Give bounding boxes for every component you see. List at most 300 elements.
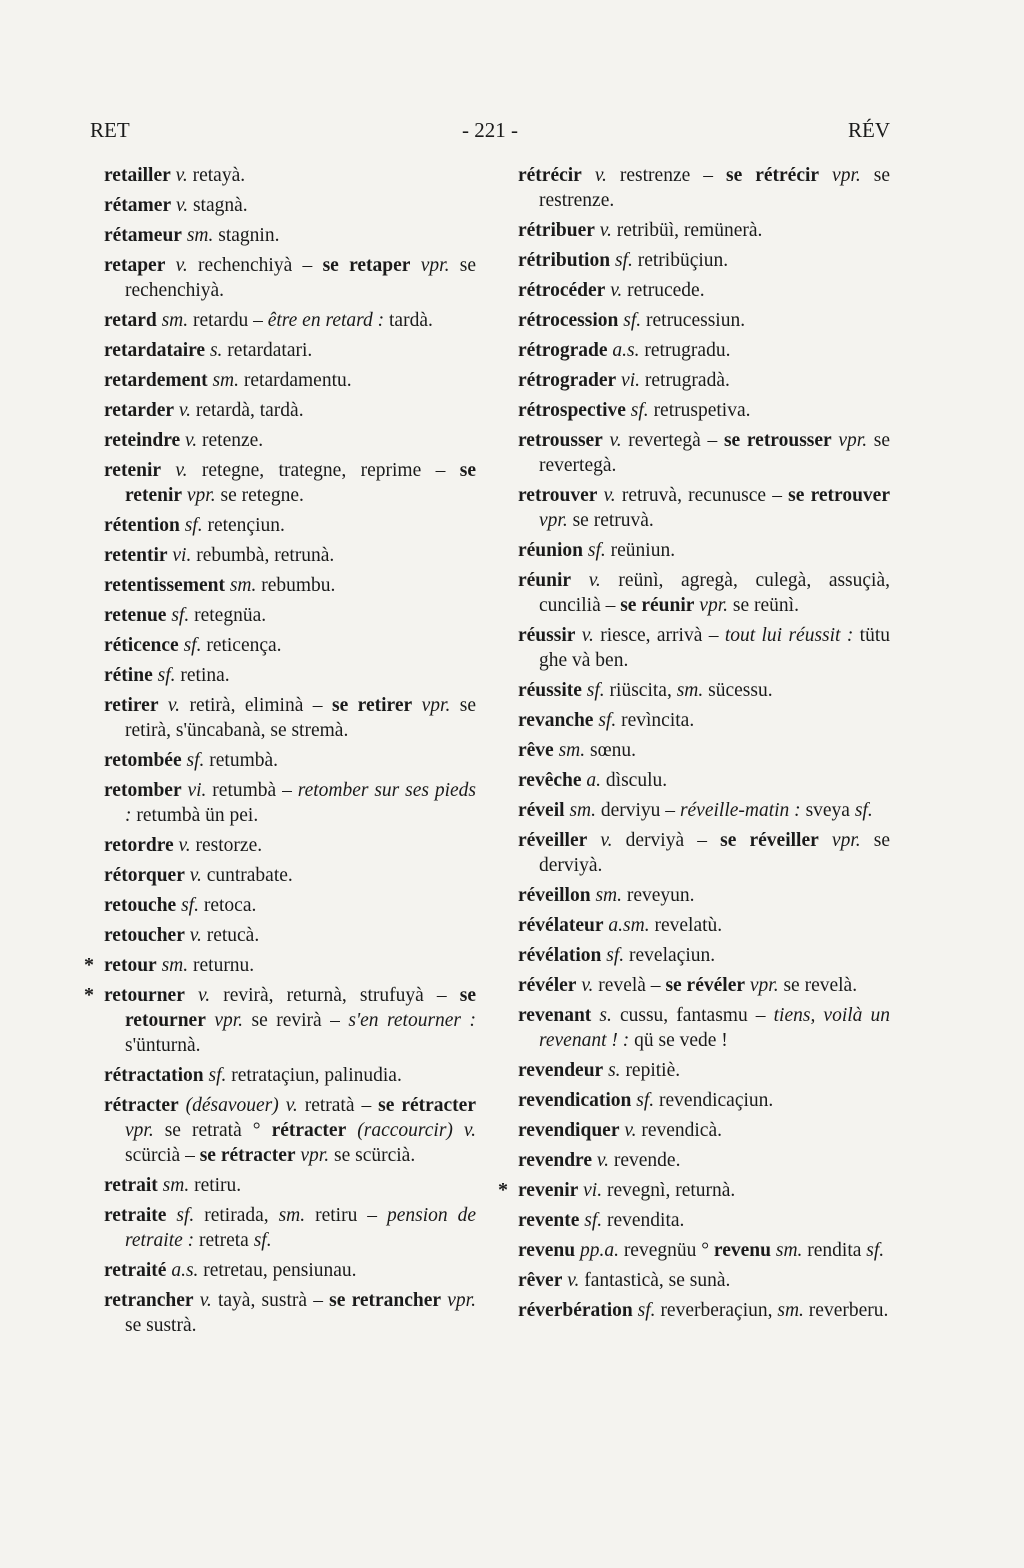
dictionary-entry: [104, 893, 476, 918]
definition-text: tayà, sustrà –: [211, 1290, 330, 1311]
headword: retourner: [104, 985, 185, 1006]
phrase: s'en retourner :: [348, 1010, 476, 1031]
grammar-label: vi.: [583, 1180, 603, 1201]
dictionary-entry: [518, 428, 890, 478]
definition-text: qü se vede !: [629, 1030, 728, 1051]
grammar-label: sf.: [584, 1210, 603, 1231]
dictionary-entry: [104, 1063, 476, 1088]
definition-text: revelà –: [593, 975, 666, 996]
headword: se retaper: [322, 255, 411, 276]
dictionary-entry: [104, 223, 476, 248]
definition-text: tütu ghe và ben.: [539, 625, 891, 671]
definition-text: revelatù.: [649, 915, 723, 936]
headword: rétrocession: [518, 310, 619, 331]
headword: réveil: [518, 800, 565, 821]
headword: réunion: [518, 540, 584, 561]
grammar-label: v.: [609, 430, 622, 451]
definition-text: [179, 1095, 186, 1116]
headword: revenu: [713, 1240, 771, 1261]
definition-text: rebumbu.: [256, 575, 336, 596]
grammar-label: v.: [610, 280, 623, 301]
grammar-label: sf.: [253, 1230, 272, 1251]
definition-text: reticença.: [201, 635, 282, 656]
definition-text: [819, 165, 832, 186]
headword: retarder: [104, 400, 175, 421]
page-number: - 221 -: [462, 118, 518, 142]
dictionary-entry: [518, 398, 890, 423]
headword: rétameur: [104, 225, 182, 246]
headword: retrait: [104, 1175, 158, 1196]
grammar-label: v.: [199, 1290, 212, 1311]
headword: rétamer: [104, 195, 172, 216]
definition-text: derviyu –: [595, 800, 680, 821]
definition-text: rechenchiyà –: [187, 255, 323, 276]
grammar-label: v.: [596, 1150, 609, 1171]
grammar-label: v.: [189, 925, 202, 946]
definition-text: reverberu.: [803, 1300, 889, 1321]
asterisk-marker: *: [498, 1179, 508, 1201]
definition-text: retumbà –: [206, 780, 298, 801]
phrase: (désavouer): [185, 1095, 279, 1116]
dictionary-entry: [498, 1178, 890, 1203]
headword: rétribution: [518, 250, 611, 271]
grammar-label: vpr.: [300, 1145, 330, 1166]
headword: réveiller: [518, 830, 588, 851]
asterisk-marker: *: [84, 954, 94, 976]
grammar-label: sm.: [595, 885, 622, 906]
grammar-label: v.: [197, 985, 211, 1006]
phrase: pension de retraite :: [125, 1205, 476, 1251]
grammar-label: sf.: [854, 800, 873, 821]
page-header: [90, 118, 890, 148]
grammar-label: v.: [167, 695, 181, 716]
definition-text: retrugradà.: [640, 370, 730, 391]
headword: revanche: [518, 710, 594, 731]
dictionary-entry: [518, 1208, 890, 1233]
headword: retirer: [104, 695, 159, 716]
grammar-label: sf.: [606, 945, 625, 966]
definition-text: revendicaçiun.: [654, 1090, 774, 1111]
dictionary-entry: [518, 1118, 890, 1143]
grammar-label: a.sm.: [608, 915, 650, 936]
definition-text: retoca.: [198, 895, 257, 916]
definition-text: retrucede.: [622, 280, 705, 301]
definition-text: fantasticà, se sunà.: [579, 1270, 731, 1291]
headword: se retrancher: [329, 1290, 442, 1311]
definition-text: revegnì, returnà.: [602, 1180, 736, 1201]
grammar-label: sm.: [162, 1175, 190, 1196]
definition-text: retreta: [194, 1230, 254, 1251]
definition-text: [185, 985, 198, 1006]
dictionary-entry: [104, 1093, 476, 1168]
grammar-label: v.: [178, 835, 191, 856]
grammar-label: sf.: [186, 750, 205, 771]
grammar-label: vpr.: [539, 510, 568, 531]
grammar-label: sm.: [777, 1300, 804, 1321]
dictionary-entry: [104, 693, 476, 743]
grammar-label: s.: [608, 1060, 621, 1081]
grammar-label: vi.: [187, 780, 207, 801]
headword: revenant: [518, 1005, 592, 1026]
grammar-label: sf.: [637, 1300, 656, 1321]
dictionary-entry: [518, 368, 890, 393]
definition-text: se scürcià.: [329, 1145, 416, 1166]
dictionary-entry: [104, 748, 476, 773]
definition-text: retribüì, remünerà.: [611, 220, 763, 241]
headword: se rétracter: [378, 1095, 476, 1116]
grammar-label: v.: [567, 1270, 580, 1291]
definition-text: retrataçiun, palinudia.: [226, 1065, 402, 1086]
definition-text: [587, 830, 600, 851]
grammar-label: sm.: [558, 740, 586, 761]
grammar-label: sm.: [278, 1205, 306, 1226]
definition-text: retegne, trategne, reprime –: [187, 460, 460, 481]
headword: retardement: [104, 370, 208, 391]
headword: retardataire: [104, 340, 206, 361]
headword: rêve: [518, 740, 554, 761]
definition-text: sœnu.: [585, 740, 637, 761]
headword: rétrograder: [518, 370, 617, 391]
phrase: (raccourcir): [357, 1120, 453, 1141]
headword: rétribuer: [518, 220, 595, 241]
headword: retrousser: [518, 430, 603, 451]
headword: retoucher: [104, 925, 185, 946]
dictionary-entry: [104, 253, 476, 303]
dictionary-entry: [518, 623, 890, 673]
definition-text: retiru.: [189, 1175, 242, 1196]
grammar-label: sm.: [161, 310, 189, 331]
dictionary-entry: [104, 573, 476, 598]
dictionary-entry: [518, 913, 890, 938]
dictionary-entry: [518, 768, 890, 793]
headword: retard: [104, 310, 157, 331]
grammar-label: sf.: [598, 710, 617, 731]
definition-text: [346, 1120, 357, 1141]
definition-text: sücessu.: [703, 680, 773, 701]
headword: retombée: [104, 750, 182, 771]
headword: retaper: [104, 255, 166, 276]
headword: se retourner: [125, 985, 476, 1031]
grammar-label: v.: [599, 220, 612, 241]
definition-text: [571, 570, 589, 591]
headword: révéler: [518, 975, 577, 996]
headword: rétracter: [271, 1120, 347, 1141]
definition-text: retruspetiva.: [648, 400, 751, 421]
headword: se retrousser: [723, 430, 832, 451]
dictionary-entry: [518, 568, 890, 618]
definition-text: retenze.: [197, 430, 264, 451]
definition-text: riesce, arrivà –: [593, 625, 725, 646]
definition-text: tardà.: [384, 310, 433, 331]
headword: rétracter: [104, 1095, 179, 1116]
headword: réverbération: [518, 1300, 633, 1321]
grammar-label: vpr.: [447, 1290, 476, 1311]
dictionary-entry: [104, 368, 476, 393]
definition-text: returnu.: [188, 955, 255, 976]
headword: retailler: [104, 165, 171, 186]
definition-text: riüscita,: [604, 680, 677, 701]
definition-text: retardatari.: [222, 340, 313, 361]
definition-text: [158, 695, 167, 716]
grammar-label: sf.: [183, 635, 202, 656]
definition-text: sveya: [800, 800, 855, 821]
headword: rétrograde: [518, 340, 608, 361]
grammar-label: v.: [185, 430, 198, 451]
phrase: tout lui réussit :: [724, 625, 854, 646]
grammar-label: sf.: [623, 310, 642, 331]
grammar-label: sf.: [208, 1065, 227, 1086]
definition-text: retirà, eliminà –: [180, 695, 332, 716]
headword: retraite: [104, 1205, 167, 1226]
dictionary-column-right: [498, 163, 891, 1328]
definition-text: retratà –: [297, 1095, 379, 1116]
grammar-label: v.: [624, 1120, 637, 1141]
dictionary-entry: [104, 633, 476, 658]
definition-text: scürcià –: [125, 1145, 200, 1166]
grammar-label: sm.: [161, 955, 189, 976]
grammar-label: v.: [189, 865, 202, 886]
headword: réussite: [518, 680, 582, 701]
definition-text: se reünì.: [728, 595, 799, 616]
definition-text: se revertegà.: [539, 430, 891, 476]
definition-text: se revirà –: [243, 1010, 349, 1031]
grammar-label: sf.: [181, 895, 199, 916]
headword: réticence: [104, 635, 179, 656]
headword: réunir: [518, 570, 572, 591]
grammar-label: v.: [594, 165, 607, 186]
grammar-label: vpr.: [186, 485, 216, 506]
headword: rétorquer: [104, 865, 185, 886]
headword: revenu: [518, 1240, 576, 1261]
headword: retraité: [104, 1260, 167, 1281]
grammar-label: vpr.: [214, 1010, 244, 1031]
definition-text: retretau, pensiunau.: [198, 1260, 357, 1281]
dictionary-entry: [518, 943, 890, 968]
definition-text: [412, 695, 421, 716]
definition-text: rendita: [802, 1240, 867, 1261]
definition-text: [603, 430, 610, 451]
dictionary-entry: [104, 428, 476, 453]
definition-text: retina.: [175, 665, 230, 686]
dictionary-entry: [518, 678, 890, 703]
definition-text: [582, 165, 595, 186]
dictionary-entry: [84, 983, 476, 1058]
grammar-label: sm.: [569, 800, 596, 821]
dictionary-entry: [518, 1058, 890, 1083]
grammar-label: vpr.: [831, 830, 861, 851]
headword: révélateur: [518, 915, 604, 936]
headword: revêche: [518, 770, 582, 791]
dictionary-entry: [104, 193, 476, 218]
definition-text: repitiè.: [620, 1060, 681, 1081]
definition-text: retiru –: [305, 1205, 387, 1226]
definition-text: retençiun.: [202, 515, 285, 536]
grammar-label: sf.: [587, 540, 606, 561]
definition-text: se rechenchiyà.: [125, 255, 477, 301]
grammar-label: a.: [586, 770, 602, 791]
grammar-label: sf.: [171, 605, 190, 626]
grammar-label: vpr.: [420, 255, 450, 276]
definition-text: retayà.: [187, 165, 246, 186]
definition-text: retumbà ün pei.: [131, 805, 259, 826]
definition-text: [453, 1120, 464, 1141]
headword: se retirer: [332, 695, 413, 716]
headword: se retenir: [125, 460, 476, 506]
dictionary-entry: [518, 163, 890, 213]
headword: rêver: [518, 1270, 563, 1291]
headword: retrancher: [104, 1290, 194, 1311]
grammar-label: sf.: [176, 1205, 195, 1226]
headword: rétine: [104, 665, 153, 686]
grammar-label: v.: [175, 255, 188, 276]
headword: se réveiller: [720, 830, 819, 851]
definition-text: se retirà, s'üncabanà, se stremà.: [125, 695, 477, 741]
headword: retrouver: [518, 485, 598, 506]
grammar-label: sf.: [184, 515, 203, 536]
headword: réussir: [518, 625, 576, 646]
phrase: retomber sur ses pieds :: [125, 780, 477, 826]
dictionary-entry: [104, 338, 476, 363]
grammar-label: sf.: [866, 1240, 885, 1261]
grammar-label: sf.: [636, 1090, 655, 1111]
dictionary-entry: [104, 1203, 476, 1253]
dictionary-entry: [104, 543, 476, 568]
definition-text: retruvà, recunusce –: [615, 485, 789, 506]
definition-text: retribüçiun.: [632, 250, 729, 271]
headword: réveillon: [518, 885, 591, 906]
asterisk-marker: *: [84, 984, 94, 1006]
definition-text: retardà, tardà.: [190, 400, 304, 421]
definition-text: reveyun.: [622, 885, 695, 906]
definition-text: [166, 1205, 176, 1226]
grammar-label: s.: [209, 340, 223, 361]
definition-text: se retruvà.: [567, 510, 654, 531]
headword: se révéler: [665, 975, 745, 996]
grammar-label: s.: [599, 1005, 612, 1026]
headword: rétrospective: [518, 400, 626, 421]
headword: retouche: [104, 895, 177, 916]
dictionary-entry: [104, 863, 476, 888]
definition-text: revirà, returnà, strufuyà –: [210, 985, 460, 1006]
headword: révélation: [518, 945, 602, 966]
definition-text: stagnin.: [213, 225, 280, 246]
definition-text: revendita.: [602, 1210, 685, 1231]
dictionary-entry: [104, 308, 476, 333]
grammar-label: sm.: [676, 680, 704, 701]
definition-text: cussu, fantasmu –: [611, 1005, 774, 1026]
headword: retenir: [104, 460, 162, 481]
headword: se rétracter: [199, 1145, 296, 1166]
dictionary-entry: [104, 1173, 476, 1198]
definition-text: restrenze –: [606, 165, 726, 186]
definition-text: revende.: [608, 1150, 681, 1171]
grammar-label: v.: [178, 400, 191, 421]
grammar-label: vi.: [172, 545, 192, 566]
phrase: être en retard :: [267, 310, 385, 331]
headword: rétrocéder: [518, 280, 606, 301]
definition-text: retrucessiun.: [641, 310, 746, 331]
definition-text: dìsculu.: [601, 770, 668, 791]
definition-text: se retegne.: [215, 485, 304, 506]
grammar-label: v.: [581, 625, 594, 646]
grammar-label: pp.a.: [579, 1240, 619, 1261]
grammar-label: v.: [175, 460, 188, 481]
dictionary-entry: [518, 483, 890, 533]
definition-text: retirada,: [194, 1205, 279, 1226]
dictionary-entry: [518, 338, 890, 363]
grammar-label: sm.: [186, 225, 214, 246]
definition-text: s'ünturnà.: [125, 1035, 201, 1056]
grammar-label: sm.: [229, 575, 257, 596]
headword: reteindre: [104, 430, 181, 451]
dictionary-entry: [518, 973, 890, 998]
dictionary-entry: [104, 1258, 476, 1283]
dictionary-entry: [518, 1148, 890, 1173]
dictionary-entry: [518, 1268, 890, 1293]
dictionary-entry: [104, 923, 476, 948]
definition-text: stagnà.: [188, 195, 248, 216]
dictionary-entry: [518, 1003, 890, 1053]
dictionary-entry: [518, 1298, 890, 1323]
dictionary-entry: [518, 798, 890, 823]
definition-text: retardu –: [188, 310, 268, 331]
headword: rétention: [104, 515, 180, 536]
grammar-label: vpr.: [832, 165, 861, 186]
grammar-label: v.: [463, 1120, 476, 1141]
grammar-label: vpr.: [421, 695, 451, 716]
headword: se rétrécir: [725, 165, 820, 186]
grammar-label: v.: [175, 165, 188, 186]
headword: revendre: [518, 1150, 593, 1171]
dictionary-entry: [104, 1288, 476, 1338]
dictionary-entry: [518, 308, 890, 333]
dictionary-entry: [104, 163, 476, 188]
definition-text: retumbà.: [204, 750, 279, 771]
definition-text: se derviyà.: [539, 830, 891, 876]
headword: revendication: [518, 1090, 632, 1111]
definition-text: derviyà –: [612, 830, 721, 851]
phrase: réveille-matin :: [679, 800, 801, 821]
grammar-label: v.: [588, 570, 601, 591]
headword: rétrécir: [518, 165, 582, 186]
grammar-label: vpr.: [125, 1120, 154, 1141]
grammar-label: sf.: [157, 665, 176, 686]
dictionary-entry: [104, 833, 476, 858]
definition-text: revìncita.: [616, 710, 695, 731]
dictionary-entry: [518, 883, 890, 908]
definition-text: retardamentu.: [239, 370, 352, 391]
definition-text: se sustrà.: [125, 1315, 197, 1336]
dictionary-entry: [518, 1238, 890, 1263]
definition-text: [279, 1095, 286, 1116]
grammar-label: vpr.: [838, 430, 868, 451]
grammar-label: vpr.: [749, 975, 779, 996]
headword: retentir: [104, 545, 168, 566]
phrase: tiens, voilà un revenant ! :: [539, 1005, 891, 1051]
dictionary-entry: [518, 538, 890, 563]
dictionary-entry: [518, 708, 890, 733]
definition-text: rebumbà, retrunà.: [191, 545, 335, 566]
grammar-label: v.: [600, 830, 613, 851]
headword: rétractation: [104, 1065, 204, 1086]
headword: retour: [104, 955, 157, 976]
definition-text: [819, 830, 832, 851]
headword: retordre: [104, 835, 174, 856]
headword: revendiquer: [518, 1120, 620, 1141]
grammar-label: sf.: [614, 250, 633, 271]
header-first-word: RET: [90, 118, 130, 142]
grammar-label: vi.: [621, 370, 640, 391]
